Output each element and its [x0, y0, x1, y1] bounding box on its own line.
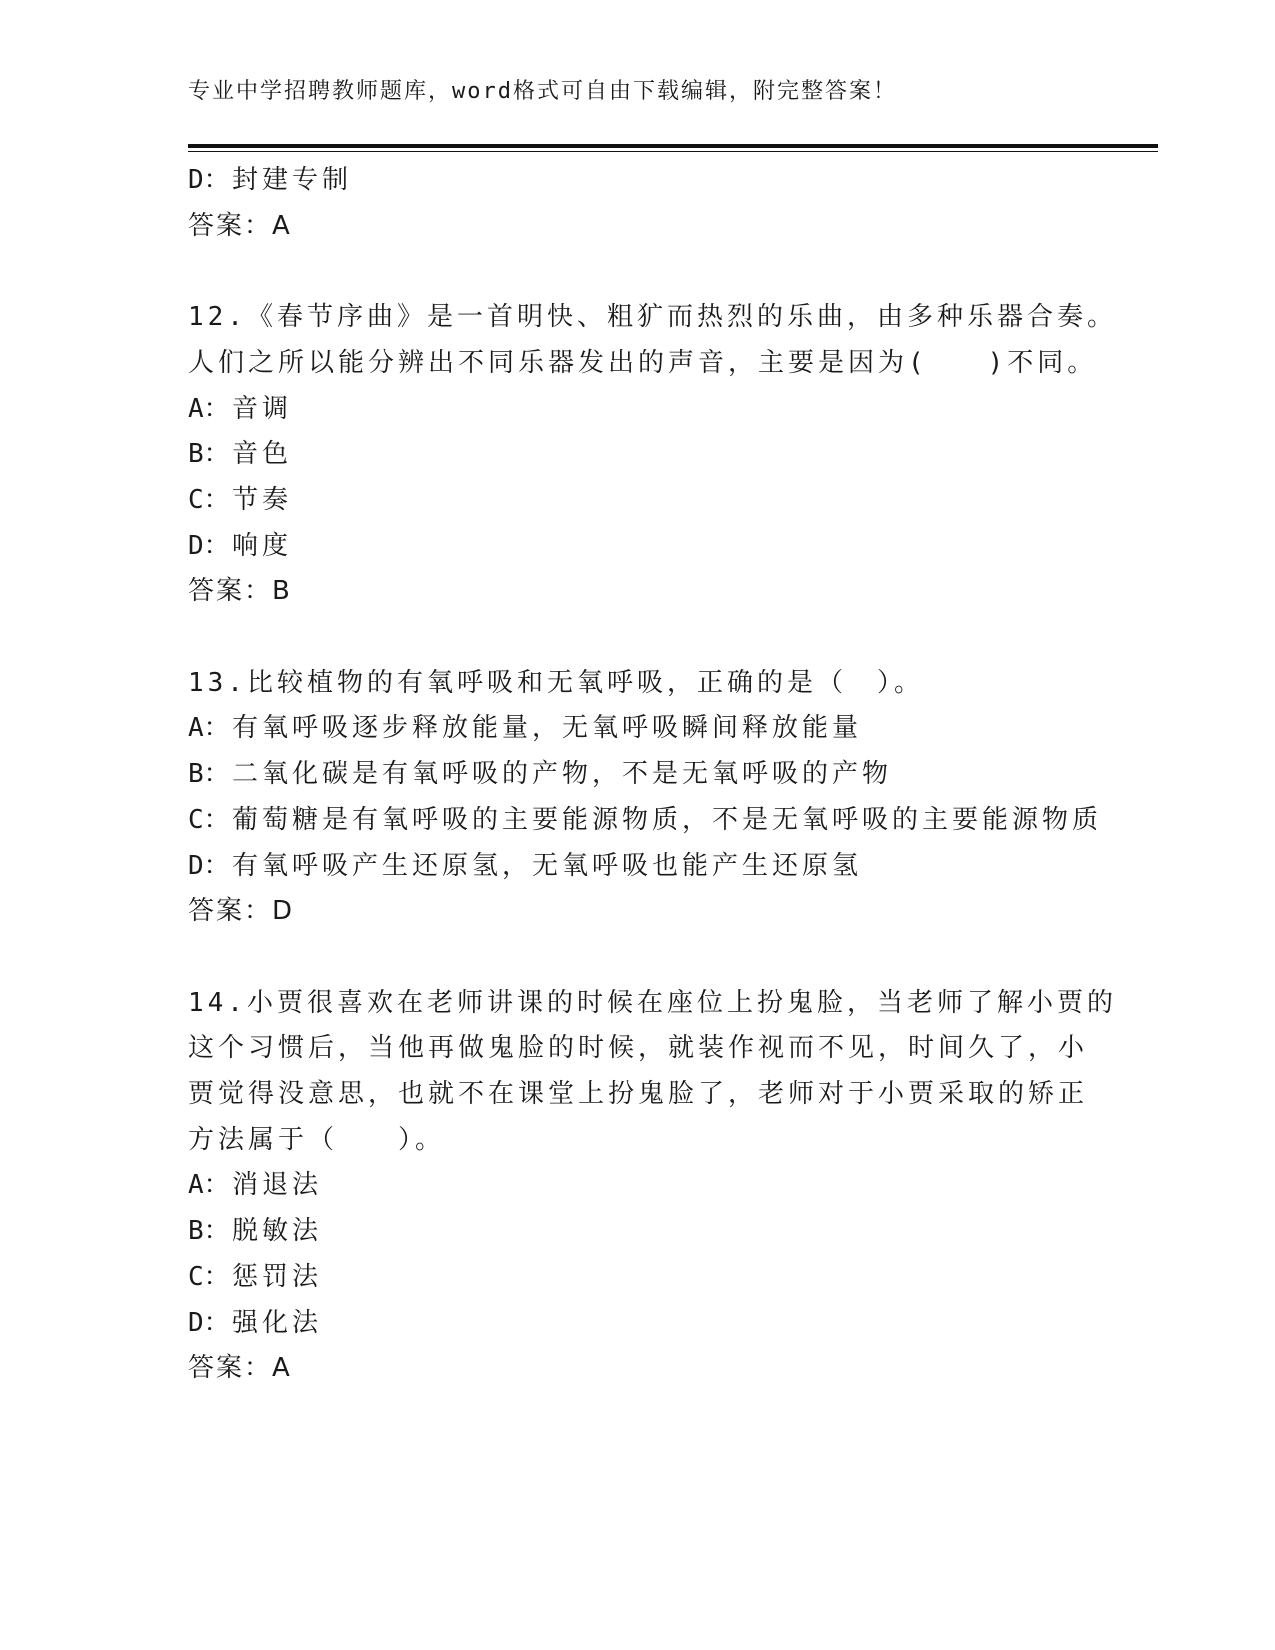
option-text: 惩罚法: [232, 1261, 323, 1292]
question-stem-line: 贾觉得没意思，也就不在课堂上扮鬼脸了，老师对于小贾采取的矫正: [188, 1079, 1089, 1110]
option-key: A：: [188, 1170, 230, 1201]
option-a: [188, 706, 1088, 752]
prev-answer: 答案：A: [188, 210, 292, 241]
option-key: B：: [188, 759, 230, 790]
answer: 答案：A: [188, 1353, 292, 1384]
question-stem-line: 这个习惯后，当他再做鬼脸的时候，就装作视而不见，时间久了，小: [188, 1033, 1089, 1064]
option-c: [188, 1255, 1088, 1301]
question-stem-line: 方法属于（ ）。: [188, 1124, 446, 1155]
option-b: [188, 432, 1088, 478]
option-text: 二氧化碳是有氧呼吸的产物，不是无氧呼吸的产物: [232, 759, 893, 790]
option-c: [188, 478, 1088, 524]
option-text: 音调: [232, 393, 293, 424]
option-text: 响度: [232, 530, 293, 561]
option-key: B：: [188, 439, 230, 470]
option-b: [188, 752, 1088, 798]
question-stem-line: 12.《春节序曲》是一首明快、粗犷而热烈的乐曲，由多种乐器合奏。: [188, 302, 1117, 333]
option-text: 封建专制: [232, 165, 353, 195]
option-key: B：: [188, 1216, 230, 1247]
spacer: [188, 249, 1088, 295]
question-12: [188, 295, 1117, 615]
option-d: [188, 1301, 1088, 1347]
prev-option-d: [188, 158, 1088, 204]
question-14: [188, 981, 1117, 1392]
option-key: D：: [188, 530, 230, 561]
option-key: D：: [188, 165, 230, 195]
page-header: 专业中学招聘教师题库，word格式可自由下载编辑，附完整答案！: [188, 79, 897, 104]
spacer: [188, 935, 1088, 981]
spacer: [188, 615, 1088, 661]
option-d: [188, 844, 1088, 890]
option-c: [188, 798, 1103, 844]
question-stem-line: 13.比较植物的有氧呼吸和无氧呼吸，正确的是（ ）。: [188, 667, 924, 698]
option-b: [188, 1209, 1088, 1255]
option-text: 脱敏法: [232, 1216, 323, 1247]
question-stem-line: 人们之所以能分辨出不同乐器发出的声音，主要是因为( )不同。: [188, 347, 1098, 378]
header-rule-thick: [188, 144, 1158, 148]
option-text: 葡萄糖是有氧呼吸的主要能源物质，不是无氧呼吸的主要能源物质: [232, 804, 1103, 835]
option-text: 有氧呼吸产生还原氢，无氧呼吸也能产生还原氢: [232, 850, 863, 881]
option-a: [188, 1163, 1088, 1209]
option-d: [188, 524, 1088, 570]
option-key: C：: [188, 804, 230, 835]
option-text: 节奏: [232, 484, 293, 515]
option-key: C：: [188, 484, 230, 515]
option-key: C：: [188, 1261, 230, 1292]
answer: 答案：D: [188, 896, 295, 927]
question-13: [188, 661, 1103, 935]
option-text: 有氧呼吸逐步释放能量，无氧呼吸瞬间释放能量: [232, 713, 863, 744]
header-rule-thin: [188, 151, 1158, 152]
option-key: D：: [188, 1307, 230, 1338]
option-key: D：: [188, 850, 230, 881]
option-a: [188, 387, 1088, 433]
question-content: [188, 158, 1117, 1392]
option-key: A：: [188, 713, 230, 744]
question-stem-line: 14.小贾很喜欢在老师讲课的时候在座位上扮鬼脸，当老师了解小贾的: [188, 987, 1117, 1018]
answer: 答案：B: [188, 576, 292, 607]
option-text: 消退法: [232, 1170, 323, 1201]
option-text: 音色: [232, 439, 293, 470]
option-key: A：: [188, 393, 230, 424]
option-text: 强化法: [232, 1307, 323, 1338]
